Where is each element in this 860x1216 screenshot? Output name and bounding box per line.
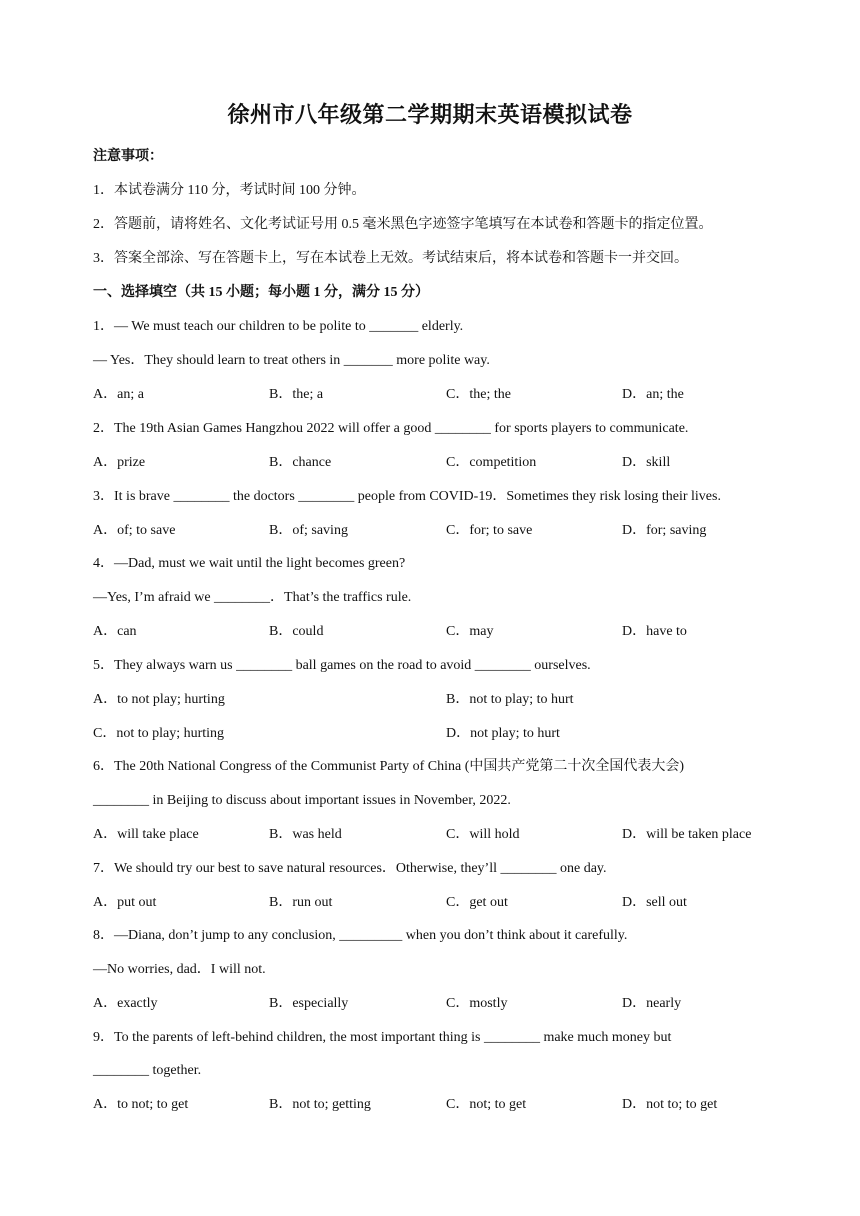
option-d: D．skill	[622, 455, 671, 470]
notice-item: 2．答题前，请将姓名、文化考试证号用 0.5 毫米黑色字迹签字笔填写在本试卷和答题卡的指定位置。	[93, 217, 713, 232]
option-a: A．of; to save	[93, 523, 176, 538]
option-c: C．competition	[446, 455, 537, 470]
option-d: D．not play; to hurt	[446, 726, 560, 741]
notice-heading: 注意事项：	[93, 149, 163, 164]
option-b: B．chance	[269, 455, 332, 470]
option-d: D．will be taken place	[622, 827, 752, 842]
option-c: C．for; to save	[446, 523, 533, 538]
question-text: —Yes, I’m afraid we ________．That’s the traffics rule.	[93, 590, 412, 605]
option-c: C．not to play; hurting	[93, 726, 225, 741]
option-b: B．could	[269, 624, 324, 639]
question-text: 5．They always warn us ________ ball games on the road to avoid ________ ourselves.	[93, 658, 591, 673]
question-text: — Yes．They should learn to treat others in _______ more polite way.	[93, 353, 490, 368]
option-d: D．nearly	[622, 996, 682, 1011]
question-text: 2．The 19th Asian Games Hangzhou 2022 will offer a good ________ for sports players to communicate.	[93, 421, 689, 436]
option-d: D．an; the	[622, 387, 684, 402]
option-d: D．sell out	[622, 895, 687, 910]
notice-item: 1．本试卷满分 110 分，考试时间 100 分钟。	[93, 183, 366, 198]
option-a: A．will take place	[93, 827, 199, 842]
question-text: 3．It is brave ________ the doctors ________ people from COVID-19．Sometimes they risk losing their lives.	[93, 489, 721, 504]
option-c: C．mostly	[446, 996, 508, 1011]
option-a: A．to not; to get	[93, 1097, 189, 1112]
option-a: A．can	[93, 624, 137, 639]
option-b: B．run out	[269, 895, 333, 910]
question-text: 4．—Dad, must we wait until the light becomes green?	[93, 556, 406, 571]
option-a: A．an; a	[93, 387, 144, 402]
option-b: B．especially	[269, 996, 349, 1011]
question-text: 6．The 20th National Congress of the Communist Party of China (中国共产党第二十次全国代表大会)	[93, 759, 685, 774]
option-a: A．put out	[93, 895, 157, 910]
option-b: B．not to play; to hurt	[446, 692, 574, 707]
option-b: B．of; saving	[269, 523, 348, 538]
question-text: 9．To the parents of left-behind children, the most important thing is ________ make much money but	[93, 1030, 672, 1045]
option-b: B．was held	[269, 827, 342, 842]
option-d: D．for; saving	[622, 523, 707, 538]
option-c: C．the; the	[446, 387, 511, 402]
option-b: B．not to; getting	[269, 1097, 371, 1112]
question-text: 7．We should try our best to save natural resources．Otherwise, they’ll ________ one day.	[93, 861, 607, 876]
option-d: D．have to	[622, 624, 687, 639]
section-heading: 一、选择填空（共 15 小题；每小题 1 分，满分 15 分）	[93, 285, 429, 300]
option-a: A．prize	[93, 455, 146, 470]
notice-item: 3．答案全部涂、写在答题卡上，写在本试卷上无效。考试结束后，将本试卷和答题卡一并交回。	[93, 251, 688, 266]
option-c: C．get out	[446, 895, 508, 910]
question-text: 1．— We must teach our children to be polite to _______ elderly.	[93, 319, 464, 334]
option-d: D．not to; to get	[622, 1097, 718, 1112]
question-text: 8．—Diana, don’t jump to any conclusion, _________ when you don’t think about it carefully.	[93, 928, 628, 943]
option-a: A．to not play; hurting	[93, 692, 225, 707]
option-c: C．may	[446, 624, 494, 639]
option-c: C．not; to get	[446, 1097, 527, 1112]
question-text: —No worries, dad．I will not.	[93, 962, 266, 977]
option-c: C．will hold	[446, 827, 520, 842]
option-b: B．the; a	[269, 387, 324, 402]
question-text: ________ together.	[93, 1063, 202, 1078]
option-a: A．exactly	[93, 996, 158, 1011]
question-text: ________ in Beijing to discuss about important issues in November, 2022.	[93, 793, 511, 808]
page-title: 徐州市八年级第二学期期末英语模拟试卷	[227, 102, 633, 127]
